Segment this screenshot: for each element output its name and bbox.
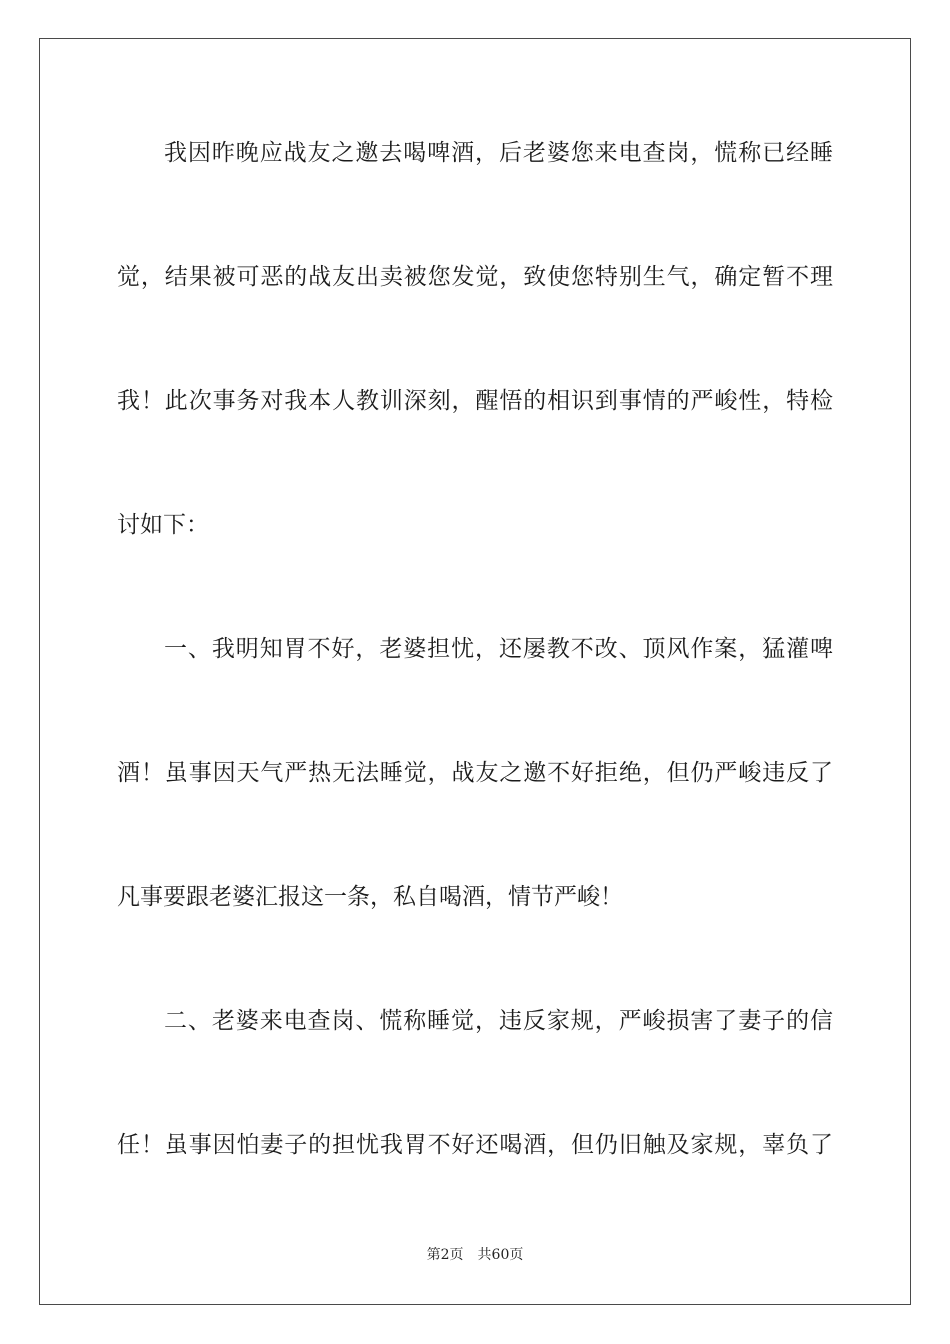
text-line: 凡事要跟老婆汇报这一条，私自喝酒，情节严峻！ — [117, 884, 623, 910]
text-line: 任！虽事因怕妻子的担忧我胃不好还喝酒，但仍旧触及家规，辜负了 — [117, 1132, 833, 1158]
page-footer — [0, 1244, 950, 1264]
text-line: 酒！虽事因天气严热无法睡觉，战友之邀不好拒绝，但仍严峻违反了 — [117, 760, 833, 786]
text-line: 二、老婆来电查岗、慌称睡觉，违反家规，严峻损害了妻子的信 — [164, 1008, 833, 1034]
text-line: 一、我明知胃不好，老婆担忧，还屡教不改、顶风作案，猛灌啤 — [164, 636, 833, 662]
page-number: 第2页 — [426, 1247, 464, 1263]
text-line: 我！此次事务对我本人教训深刻，醒悟的相识到事情的严峻性，特检 — [117, 388, 833, 414]
text-line: 我因昨晚应战友之邀去喝啤酒，后老婆您来电查岗，慌称已经睡 — [164, 140, 833, 166]
text-line: 讨如下： — [117, 512, 209, 538]
page-total: 共60页 — [477, 1247, 524, 1263]
document-body — [117, 122, 833, 1176]
text-line: 觉，结果被可恶的战友出卖被您发觉，致使您特别生气，确定暂不理 — [117, 264, 833, 290]
